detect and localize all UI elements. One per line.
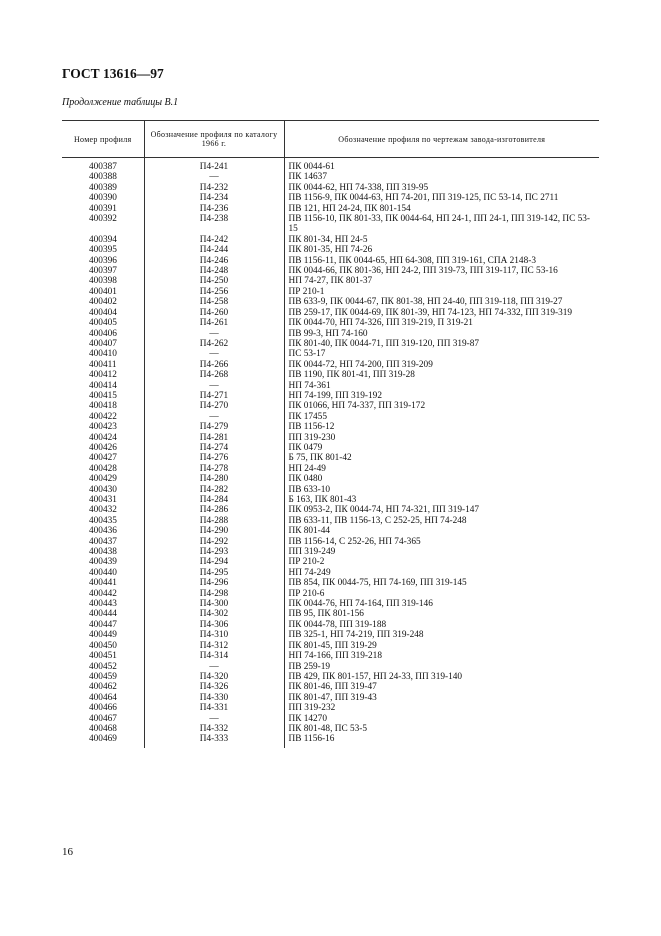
factory-designation-cell: ПВ 1156-10, ПК 801-33, ПК 0044-64, НП 24-1, ПП 24-1, ПП 319-142, ПС 53-15 bbox=[284, 214, 599, 235]
catalog-designation-cell: П4-238 bbox=[144, 214, 284, 235]
profile-number-cell: 400395 bbox=[62, 245, 144, 255]
profile-number-cell: 400387 bbox=[62, 158, 144, 173]
catalog-designation-cell: П4-236 bbox=[144, 204, 284, 214]
catalog-designation-cell: П4-312 bbox=[144, 641, 284, 651]
table-row bbox=[62, 453, 599, 463]
table-row bbox=[62, 672, 599, 682]
table-row bbox=[62, 516, 599, 526]
profile-number-cell: 400431 bbox=[62, 495, 144, 505]
factory-designation-cell: ПК 0044-72, НП 74-200, ПП 319-209 bbox=[284, 360, 599, 370]
profile-number-cell: 400429 bbox=[62, 474, 144, 484]
table-row bbox=[62, 495, 599, 505]
table-row bbox=[62, 266, 599, 276]
table-row bbox=[62, 401, 599, 411]
factory-designation-cell: ПВ 121, НП 24-24, ПК 801-154 bbox=[284, 204, 599, 214]
table-header-row bbox=[62, 121, 599, 158]
factory-designation-cell: ПК 801-34, НП 24-5 bbox=[284, 235, 599, 245]
profile-number-cell: 400414 bbox=[62, 381, 144, 391]
factory-designation-cell: ПВ 325-1, НП 74-219, ПП 319-248 bbox=[284, 630, 599, 640]
factory-designation-cell: ПВ 1156-16 bbox=[284, 734, 599, 747]
profile-number-cell: 400422 bbox=[62, 412, 144, 422]
profile-number-cell: 400412 bbox=[62, 370, 144, 380]
factory-designation-cell: ПР 210-1 bbox=[284, 287, 599, 297]
catalog-designation-cell: П4-242 bbox=[144, 235, 284, 245]
table-row bbox=[62, 433, 599, 443]
table-row bbox=[62, 703, 599, 713]
factory-designation-cell: НП 74-199, ПП 319-192 bbox=[284, 391, 599, 401]
factory-designation-cell: ПК 801-48, ПС 53-5 bbox=[284, 724, 599, 734]
factory-designation-cell: ПК 0044-62, НП 74-338, ПП 319-95 bbox=[284, 183, 599, 193]
factory-designation-cell: ПР 210-2 bbox=[284, 557, 599, 567]
profile-number-cell: 400432 bbox=[62, 505, 144, 515]
catalog-designation-cell: П4-261 bbox=[144, 318, 284, 328]
column-header-factory-drawing: Обозначение профиля по чертежам завода-изготовителя bbox=[284, 121, 599, 158]
catalog-designation-cell: П4-260 bbox=[144, 308, 284, 318]
document-title: ГОСТ 13616—97 bbox=[62, 66, 164, 81]
factory-designation-cell: ПВ 259-17, ПК 0044-69, ПК 801-39, НП 74-123, НП 74-332, ПП 319-319 bbox=[284, 308, 599, 318]
profile-number-cell: 400390 bbox=[62, 193, 144, 203]
catalog-designation-cell: П4-293 bbox=[144, 547, 284, 557]
catalog-designation-cell: П4-284 bbox=[144, 495, 284, 505]
profile-number-cell: 400426 bbox=[62, 443, 144, 453]
profile-number-cell: 400407 bbox=[62, 339, 144, 349]
factory-designation-cell: ПК 0480 bbox=[284, 474, 599, 484]
factory-designation-cell: ПВ 259-19 bbox=[284, 662, 599, 672]
factory-designation-cell: ПК 14637 bbox=[284, 172, 599, 182]
table-row bbox=[62, 589, 599, 599]
profile-number-cell: 400469 bbox=[62, 734, 144, 747]
catalog-designation-cell: П4-276 bbox=[144, 453, 284, 463]
profile-number-cell: 400405 bbox=[62, 318, 144, 328]
profile-number-cell: 400450 bbox=[62, 641, 144, 651]
factory-designation-cell: ПВ 95, ПК 801-156 bbox=[284, 609, 599, 619]
profile-number-cell: 400388 bbox=[62, 172, 144, 182]
table-row bbox=[62, 245, 599, 255]
column-header-catalog-1966: Обозначение профиля по каталогу 1966 г. bbox=[144, 121, 284, 158]
profile-number-cell: 400430 bbox=[62, 485, 144, 495]
table-row bbox=[62, 360, 599, 370]
factory-designation-cell: ПК 0953-2, ПК 0044-74, НП 74-321, ПП 319-147 bbox=[284, 505, 599, 515]
profile-number-cell: 400415 bbox=[62, 391, 144, 401]
profile-number-cell: 400467 bbox=[62, 714, 144, 724]
profile-number-cell: 400424 bbox=[62, 433, 144, 443]
catalog-designation-cell: П4-234 bbox=[144, 193, 284, 203]
table-row bbox=[62, 734, 599, 747]
profile-number-cell: 400436 bbox=[62, 526, 144, 536]
table-row bbox=[62, 158, 599, 173]
table-row bbox=[62, 297, 599, 307]
profile-number-cell: 400442 bbox=[62, 589, 144, 599]
table-row bbox=[62, 381, 599, 391]
catalog-designation-cell: П4-294 bbox=[144, 557, 284, 567]
table-row bbox=[62, 214, 599, 235]
catalog-designation-cell: П4-302 bbox=[144, 609, 284, 619]
profile-number-cell: 400391 bbox=[62, 204, 144, 214]
table-row bbox=[62, 443, 599, 453]
catalog-designation-cell: П4-274 bbox=[144, 443, 284, 453]
table-row bbox=[62, 526, 599, 536]
profile-number-cell: 400462 bbox=[62, 682, 144, 692]
profile-number-cell: 400411 bbox=[62, 360, 144, 370]
factory-designation-cell: ПК 0044-78, ПП 319-188 bbox=[284, 620, 599, 630]
factory-designation-cell: ПВ 1156-11, ПК 0044-65, НП 64-308, ПП 319-161, СПА 2148-3 bbox=[284, 256, 599, 266]
factory-designation-cell: ПК 801-35, НП 74-26 bbox=[284, 245, 599, 255]
table-row bbox=[62, 339, 599, 349]
table-row bbox=[62, 505, 599, 515]
table-row bbox=[62, 682, 599, 692]
table-row bbox=[62, 256, 599, 266]
table-row bbox=[62, 422, 599, 432]
factory-designation-cell: НП 74-166, ПП 319-218 bbox=[284, 651, 599, 661]
table-row bbox=[62, 287, 599, 297]
table-row bbox=[62, 172, 599, 182]
catalog-designation-cell: П4-290 bbox=[144, 526, 284, 536]
profile-number-cell: 400438 bbox=[62, 547, 144, 557]
catalog-designation-cell: П4-320 bbox=[144, 672, 284, 682]
catalog-designation-cell: — bbox=[144, 172, 284, 182]
table-row bbox=[62, 412, 599, 422]
table-row bbox=[62, 464, 599, 474]
catalog-designation-cell: П4-288 bbox=[144, 516, 284, 526]
catalog-designation-cell: — bbox=[144, 329, 284, 339]
catalog-designation-cell: П4-278 bbox=[144, 464, 284, 474]
profile-number-cell: 400404 bbox=[62, 308, 144, 318]
factory-designation-cell: ПВ 854, ПК 0044-75, НП 74-169, ПП 319-145 bbox=[284, 578, 599, 588]
catalog-designation-cell: П4-332 bbox=[144, 724, 284, 734]
table-row bbox=[62, 693, 599, 703]
catalog-designation-cell: П4-248 bbox=[144, 266, 284, 276]
factory-designation-cell: ПВ 633-11, ПВ 1156-13, С 252-25, НП 74-248 bbox=[284, 516, 599, 526]
catalog-designation-cell: — bbox=[144, 412, 284, 422]
profile-number-cell: 400468 bbox=[62, 724, 144, 734]
factory-designation-cell: НП 74-27, ПК 801-37 bbox=[284, 276, 599, 286]
catalog-designation-cell: П4-300 bbox=[144, 599, 284, 609]
factory-designation-cell: ПВ 99-3, НП 74-160 bbox=[284, 329, 599, 339]
catalog-designation-cell: — bbox=[144, 381, 284, 391]
table-row bbox=[62, 204, 599, 214]
factory-designation-cell: ПВ 429, ПК 801-157, НП 24-33, ПП 319-140 bbox=[284, 672, 599, 682]
factory-designation-cell: Б 163, ПК 801-43 bbox=[284, 495, 599, 505]
table-row bbox=[62, 537, 599, 547]
catalog-designation-cell: — bbox=[144, 349, 284, 359]
profile-number-cell: 400401 bbox=[62, 287, 144, 297]
factory-designation-cell: ПК 17455 bbox=[284, 412, 599, 422]
factory-designation-cell: НП 74-249 bbox=[284, 568, 599, 578]
factory-designation-cell: ПП 319-230 bbox=[284, 433, 599, 443]
profile-number-cell: 400443 bbox=[62, 599, 144, 609]
factory-designation-cell: ПВ 633-9, ПК 0044-67, ПК 801-38, НП 24-40, ПП 319-118, ПП 319-27 bbox=[284, 297, 599, 307]
profiles-table bbox=[62, 120, 599, 748]
table-row bbox=[62, 349, 599, 359]
table-caption: Продолжение таблицы В.1 bbox=[62, 97, 179, 108]
table-row bbox=[62, 235, 599, 245]
profile-number-cell: 400439 bbox=[62, 557, 144, 567]
table-row bbox=[62, 714, 599, 724]
catalog-designation-cell: П4-282 bbox=[144, 485, 284, 495]
profile-number-cell: 400402 bbox=[62, 297, 144, 307]
profile-number-cell: 400427 bbox=[62, 453, 144, 463]
factory-designation-cell: ПК 0479 bbox=[284, 443, 599, 453]
catalog-designation-cell: П4-271 bbox=[144, 391, 284, 401]
profile-number-cell: 400398 bbox=[62, 276, 144, 286]
table-row bbox=[62, 329, 599, 339]
factory-designation-cell: ПК 801-44 bbox=[284, 526, 599, 536]
catalog-designation-cell: П4-306 bbox=[144, 620, 284, 630]
catalog-designation-cell: П4-296 bbox=[144, 578, 284, 588]
table-row bbox=[62, 370, 599, 380]
catalog-designation-cell: П4-270 bbox=[144, 401, 284, 411]
profile-number-cell: 400428 bbox=[62, 464, 144, 474]
table-row bbox=[62, 662, 599, 672]
profile-number-cell: 400423 bbox=[62, 422, 144, 432]
catalog-designation-cell: П4-256 bbox=[144, 287, 284, 297]
profile-number-cell: 400466 bbox=[62, 703, 144, 713]
table-row bbox=[62, 318, 599, 328]
factory-designation-cell: ПК 01066, НП 74-337, ПП 319-172 bbox=[284, 401, 599, 411]
profile-number-cell: 400441 bbox=[62, 578, 144, 588]
profile-number-cell: 400389 bbox=[62, 183, 144, 193]
catalog-designation-cell: П4-279 bbox=[144, 422, 284, 432]
table-row bbox=[62, 485, 599, 495]
catalog-designation-cell: П4-241 bbox=[144, 158, 284, 173]
profile-number-cell: 400392 bbox=[62, 214, 144, 235]
table-row bbox=[62, 724, 599, 734]
factory-designation-cell: ПР 210-6 bbox=[284, 589, 599, 599]
profile-number-cell: 400397 bbox=[62, 266, 144, 276]
factory-designation-cell: ПВ 1156-14, С 252-26, НП 74-365 bbox=[284, 537, 599, 547]
table-row bbox=[62, 620, 599, 630]
catalog-designation-cell: П4-244 bbox=[144, 245, 284, 255]
profile-number-cell: 400451 bbox=[62, 651, 144, 661]
catalog-designation-cell: П4-326 bbox=[144, 682, 284, 692]
profile-number-cell: 400464 bbox=[62, 693, 144, 703]
factory-designation-cell: Б 75, ПК 801-42 bbox=[284, 453, 599, 463]
table-row bbox=[62, 599, 599, 609]
table-row bbox=[62, 276, 599, 286]
table-row bbox=[62, 308, 599, 318]
profile-number-cell: 400459 bbox=[62, 672, 144, 682]
table-row bbox=[62, 474, 599, 484]
table-row bbox=[62, 183, 599, 193]
profile-number-cell: 400444 bbox=[62, 609, 144, 619]
catalog-designation-cell: П4-330 bbox=[144, 693, 284, 703]
table-body bbox=[62, 158, 599, 748]
table-row bbox=[62, 578, 599, 588]
table-row bbox=[62, 547, 599, 557]
profile-number-cell: 400418 bbox=[62, 401, 144, 411]
table-row bbox=[62, 568, 599, 578]
profile-number-cell: 400447 bbox=[62, 620, 144, 630]
catalog-designation-cell: П4-298 bbox=[144, 589, 284, 599]
factory-designation-cell: НП 24-49 bbox=[284, 464, 599, 474]
page-number: 16 bbox=[62, 846, 73, 858]
factory-designation-cell: ПВ 1190, ПК 801-41, ПП 319-28 bbox=[284, 370, 599, 380]
catalog-designation-cell: П4-295 bbox=[144, 568, 284, 578]
factory-designation-cell: ПВ 633-10 bbox=[284, 485, 599, 495]
factory-designation-cell: ПВ 1156-9, ПК 0044-63, НП 74-201, ПП 319-125, ПС 53-14, ПС 2711 bbox=[284, 193, 599, 203]
factory-designation-cell: ПП 319-232 bbox=[284, 703, 599, 713]
profile-number-cell: 400437 bbox=[62, 537, 144, 547]
profile-number-cell: 400396 bbox=[62, 256, 144, 266]
catalog-designation-cell: П4-258 bbox=[144, 297, 284, 307]
factory-designation-cell: ПК 801-45, ПП 319-29 bbox=[284, 641, 599, 651]
profile-number-cell: 400452 bbox=[62, 662, 144, 672]
profile-number-cell: 400394 bbox=[62, 235, 144, 245]
factory-designation-cell: ПК 801-46, ПП 319-47 bbox=[284, 682, 599, 692]
catalog-designation-cell: П4-333 bbox=[144, 734, 284, 747]
factory-designation-cell: ПК 0044-76, НП 74-164, ПП 319-146 bbox=[284, 599, 599, 609]
table-row bbox=[62, 609, 599, 619]
catalog-designation-cell: П4-232 bbox=[144, 183, 284, 193]
profile-number-cell: 400406 bbox=[62, 329, 144, 339]
catalog-designation-cell: П4-331 bbox=[144, 703, 284, 713]
catalog-designation-cell: — bbox=[144, 662, 284, 672]
factory-designation-cell: НП 74-361 bbox=[284, 381, 599, 391]
factory-designation-cell: ПК 801-40, ПК 0044-71, ПП 319-120, ПП 319-87 bbox=[284, 339, 599, 349]
factory-designation-cell: ПС 53-17 bbox=[284, 349, 599, 359]
catalog-designation-cell: П4-266 bbox=[144, 360, 284, 370]
factory-designation-cell: ПК 801-47, ПП 319-43 bbox=[284, 693, 599, 703]
catalog-designation-cell: П4-246 bbox=[144, 256, 284, 266]
table-row bbox=[62, 641, 599, 651]
catalog-designation-cell: П4-286 bbox=[144, 505, 284, 515]
catalog-designation-cell: П4-268 bbox=[144, 370, 284, 380]
column-header-profile-number: Номер профиля bbox=[62, 121, 144, 158]
profile-number-cell: 400449 bbox=[62, 630, 144, 640]
profile-number-cell: 400440 bbox=[62, 568, 144, 578]
catalog-designation-cell: П4-262 bbox=[144, 339, 284, 349]
factory-designation-cell: ПП 319-249 bbox=[284, 547, 599, 557]
table-row bbox=[62, 630, 599, 640]
table-row bbox=[62, 193, 599, 203]
catalog-designation-cell: П4-250 bbox=[144, 276, 284, 286]
profile-number-cell: 400410 bbox=[62, 349, 144, 359]
catalog-designation-cell: — bbox=[144, 714, 284, 724]
table-row bbox=[62, 391, 599, 401]
catalog-designation-cell: П4-280 bbox=[144, 474, 284, 484]
factory-designation-cell: ПВ 1156-12 bbox=[284, 422, 599, 432]
table-row bbox=[62, 651, 599, 661]
factory-designation-cell: ПК 0044-66, ПК 801-36, НП 24-2, ПП 319-73, ПП 319-117, ПС 53-16 bbox=[284, 266, 599, 276]
catalog-designation-cell: П4-310 bbox=[144, 630, 284, 640]
catalog-designation-cell: П4-281 bbox=[144, 433, 284, 443]
factory-designation-cell: ПК 0044-70, НП 74-326, ПП 319-219, П 319-21 bbox=[284, 318, 599, 328]
profile-number-cell: 400435 bbox=[62, 516, 144, 526]
factory-designation-cell: ПК 0044-61 bbox=[284, 158, 599, 173]
catalog-designation-cell: П4-292 bbox=[144, 537, 284, 547]
catalog-designation-cell: П4-314 bbox=[144, 651, 284, 661]
factory-designation-cell: ПК 14270 bbox=[284, 714, 599, 724]
table-row bbox=[62, 557, 599, 567]
